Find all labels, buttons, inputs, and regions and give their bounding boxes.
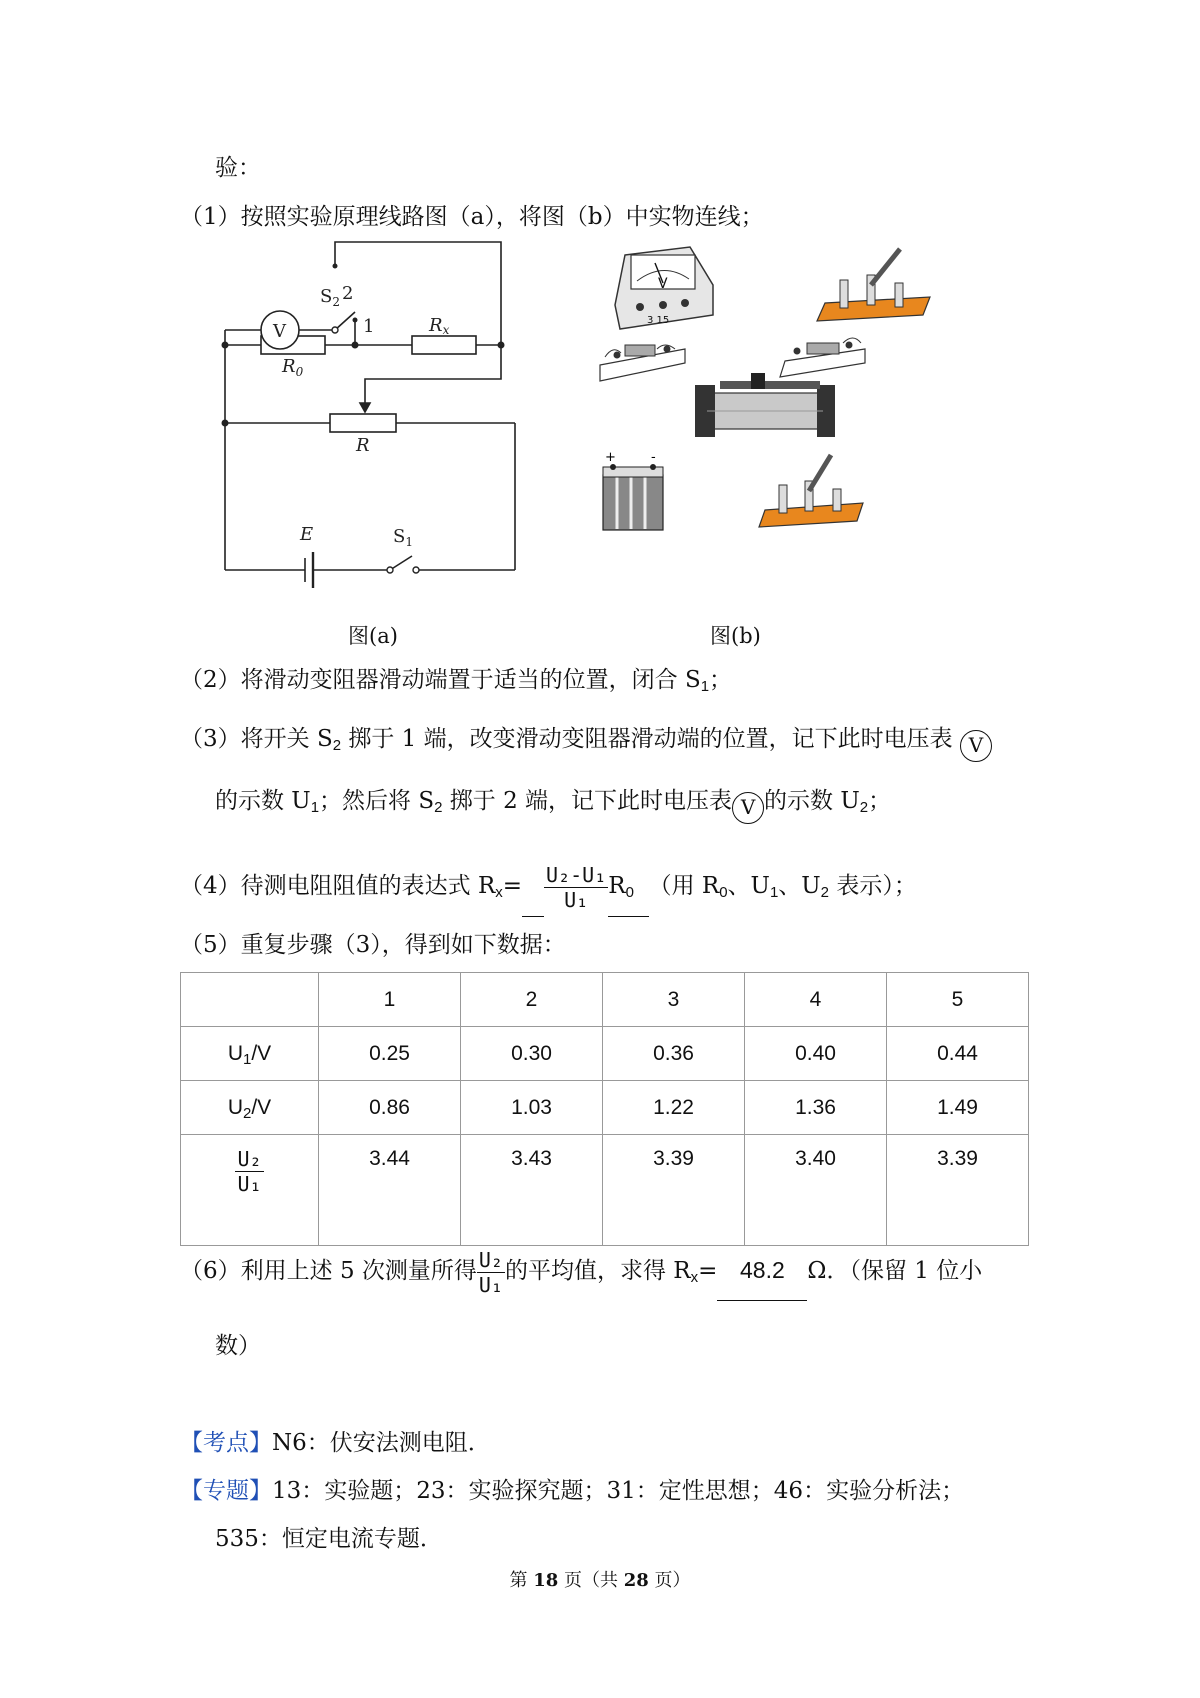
- rx-formula: $\frac{\text{U₂-U₁}}{\text{U₁}}$: [546, 862, 607, 912]
- table-cell: 0.30: [461, 1027, 603, 1081]
- table-cell: 0.86: [319, 1081, 461, 1135]
- step-3-continued: 的示数 $U_1$；然后将 $S_2$ 掷于 2 端，记下此时电压表 V 的示数 $U_2$；: [215, 786, 891, 824]
- voltmeter-symbol: V: [960, 730, 992, 762]
- voltmeter-label: V: [273, 321, 286, 342]
- voltmeter-device: [615, 247, 713, 329]
- knife-switch-top: [817, 249, 930, 321]
- table-cell: 3.39: [603, 1135, 745, 1246]
- step-6: （6）利用上述 5 次测量所得 $\frac{\text{U₂}}{\text{U₁}}$ 的平均值，求得 $R_x= 48.2$ Ω．（保留 1 位小: [180, 1240, 982, 1301]
- rx-answer: 48.2: [717, 1240, 807, 1301]
- svg-text:V: V: [658, 276, 668, 292]
- step-1: （1）按照实验原理线路图（a），将图（b）中实物连线；: [180, 204, 764, 230]
- svg-text:-: -: [651, 450, 656, 465]
- table-cell: 0.36: [603, 1027, 745, 1081]
- table-row: [181, 1135, 1029, 1246]
- table-cell: 0.44: [887, 1027, 1029, 1081]
- step-6-continued: 数）: [215, 1333, 261, 1359]
- voltmeter-symbol-2: V: [732, 792, 764, 824]
- table-cell: 1.22: [603, 1081, 745, 1135]
- rx-label: Rx: [429, 315, 450, 337]
- step-4: （4）待测电阻阻值的表达式 $R_x=$ $\frac{\text{U₂-U₁}}{\text{U₁}}$ $R_0$ （用 $R_0$、$U_1$、$U_2$ 表示）；: [180, 856, 917, 917]
- s2-label: $S_2$: [320, 286, 340, 309]
- contact-2-label: 2: [342, 283, 354, 304]
- step-3: （3）将开关 $S_2$ 掷于 1 端，改变滑动变阻器滑动端的位置，记下此时电压表 V: [180, 724, 992, 762]
- r0-label: $R_0$: [282, 356, 304, 379]
- table-cell: 0.25: [319, 1027, 461, 1081]
- table-cell: 1.03: [461, 1081, 603, 1135]
- table-cell: 2: [461, 973, 603, 1027]
- rheostat: [695, 373, 835, 437]
- svg-text:+: +: [605, 450, 616, 465]
- step-2: （2）将滑动变阻器滑动端置于适当的位置，闭合 $S_1$；: [180, 667, 733, 695]
- table-cell: 3.43: [461, 1135, 603, 1246]
- apparatus-diagram-b: [595, 245, 935, 585]
- table-cell: 3.40: [745, 1135, 887, 1246]
- table-row: [181, 1027, 1029, 1081]
- step-5: （5）重复步骤（3），得到如下数据：: [180, 932, 566, 958]
- contact-1-label: 1: [363, 316, 375, 337]
- table-cell: 1.49: [887, 1081, 1029, 1135]
- knife-switch-bottom: [759, 455, 863, 527]
- table-cell: 5: [887, 973, 1029, 1027]
- zhuanti-tag: 【专题】: [180, 1478, 272, 1504]
- table-cell: 0.40: [745, 1027, 887, 1081]
- line-continuation: 验：: [215, 155, 261, 181]
- table-cell: 4: [745, 973, 887, 1027]
- table-cell: 1.36: [745, 1081, 887, 1135]
- table-cell: 1: [319, 973, 461, 1027]
- table-cell: 3.44: [319, 1135, 461, 1246]
- e-label: E: [300, 524, 314, 545]
- kaodian-line: 【考点】N6：伏安法测电阻．: [180, 1430, 491, 1456]
- svg-text:3 15: 3 15: [647, 315, 670, 326]
- kaodian-tag: 【考点】: [180, 1430, 272, 1456]
- caption-a: 图(a): [348, 624, 398, 648]
- table-header-row: [181, 973, 1029, 1027]
- row-label-ratio: $\frac{\text{U₂}}{\text{U₁}}$: [181, 1135, 319, 1246]
- table-row: [181, 1081, 1029, 1135]
- circuit-diagram-a: [180, 240, 530, 600]
- zhuanti-line: 【专题】13：实验题；23：实验探究题；31：定性思想；46：实验分析法；: [180, 1478, 965, 1504]
- caption-b: 图(b): [710, 624, 761, 648]
- s1-label: $S_1$: [393, 526, 413, 549]
- resistor-board-left: [600, 345, 685, 381]
- zhuanti-line-2: 535：恒定电流专题．: [215, 1526, 443, 1552]
- page-footer: 第 18 页（共 28 页）: [509, 1570, 691, 1591]
- table-cell: 3: [603, 973, 745, 1027]
- table-cell: 3.39: [887, 1135, 1029, 1246]
- row-label-u2: $U_2/V$: [181, 1081, 319, 1135]
- data-table: [180, 972, 1029, 1246]
- row-label-u1: $U_1/V$: [181, 1027, 319, 1081]
- battery: [603, 450, 663, 530]
- r-label: R: [356, 435, 370, 456]
- ratio-fraction: $\frac{\text{U₂}}{\text{U₁}}$: [478, 1247, 503, 1297]
- resistor-board-right: [780, 338, 865, 377]
- table-cell: [181, 973, 319, 1027]
